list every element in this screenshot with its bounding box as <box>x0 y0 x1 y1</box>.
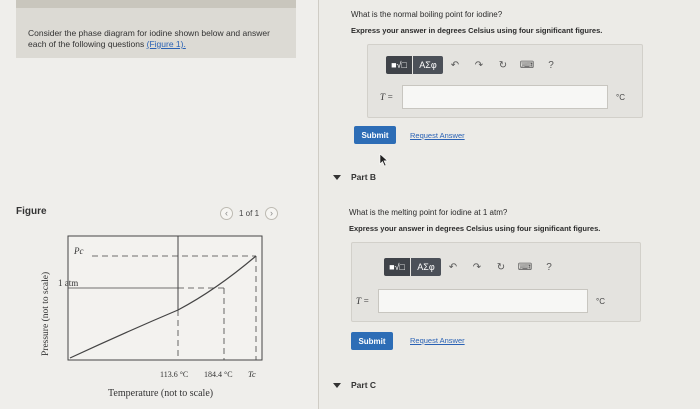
part-b-var-label: T = <box>356 296 370 306</box>
part-a-toolbar <box>386 55 563 75</box>
part-a-request-answer-link[interactable]: Request Answer <box>410 131 465 140</box>
part-b-submit-button[interactable]: Submit <box>351 332 393 350</box>
keyboard-icon[interactable]: ⌨ <box>519 59 535 71</box>
undo-icon[interactable]: ↶ <box>448 261 458 273</box>
phase-diagram <box>36 232 306 407</box>
part-b-question: What is the melting point for iodine at 1 atm? <box>349 208 508 217</box>
collapse-triangle-icon[interactable] <box>333 175 341 180</box>
part-a-answer-panel <box>367 44 643 118</box>
part-a-template-button[interactable]: ■√□ <box>386 56 412 74</box>
figure-link[interactable]: (Figure 1). <box>146 39 186 49</box>
part-b-template-button[interactable]: ■√□ <box>384 258 410 276</box>
reset-icon[interactable]: ↻ <box>498 59 508 71</box>
x-axis-label: Temperature (not to scale) <box>108 388 214 399</box>
plot-frame <box>68 236 262 360</box>
part-a-answer-row <box>380 85 625 109</box>
part-b-answer-row <box>356 289 605 313</box>
part-b-answer-panel <box>351 242 641 322</box>
problem-pane <box>0 0 318 409</box>
prev-figure-button[interactable]: ‹ <box>220 207 233 220</box>
keyboard-icon[interactable]: ⌨ <box>517 261 533 273</box>
part-c-label: Part C <box>351 380 377 390</box>
figure-title: Figure <box>16 206 47 217</box>
x-tick-boiling: 184.4 °C <box>204 370 233 379</box>
part-b-answer-input[interactable] <box>378 289 588 313</box>
help-icon[interactable]: ? <box>548 59 554 71</box>
part-b-instruction: Express your answer in degrees Celsius using four significant figures. <box>349 224 601 233</box>
part-a-submit-button[interactable]: Submit <box>354 126 396 144</box>
intro-body: Consider the phase diagram for iodine shown below and answer each of the following questions <box>28 28 270 49</box>
mouse-cursor-icon <box>379 153 389 167</box>
next-figure-button[interactable]: › <box>265 207 278 220</box>
part-a-answer-input[interactable] <box>402 85 608 109</box>
part-b-greek-button[interactable]: ΑΣφ <box>411 258 441 276</box>
part-a-unit: °C <box>616 92 625 102</box>
intro-text <box>28 28 288 50</box>
reset-icon[interactable]: ↻ <box>496 261 506 273</box>
figure-pager <box>220 206 278 220</box>
x-tick-tc: Tc <box>248 369 256 379</box>
part-b-unit: °C <box>596 296 605 306</box>
undo-icon[interactable]: ↶ <box>450 59 460 71</box>
part-b-header[interactable] <box>333 172 376 182</box>
pager-count: 1 of 1 <box>239 208 260 218</box>
collapse-triangle-icon[interactable] <box>333 383 341 388</box>
part-a-greek-button[interactable]: ΑΣφ <box>413 56 443 74</box>
part-b-toolbar <box>384 257 561 277</box>
part-a-var-label: T = <box>380 92 394 102</box>
x-tick-melting: 113.6 °C <box>160 370 189 379</box>
part-a-instruction: Express your answer in degrees Celsius using four significant figures. <box>351 26 603 35</box>
intro-header-strip <box>16 0 296 8</box>
redo-icon[interactable]: ↷ <box>472 261 482 273</box>
part-b-request-answer-link[interactable]: Request Answer <box>410 336 465 345</box>
part-c-header[interactable] <box>333 380 376 390</box>
y-axis-label: Pressure (not to scale) <box>41 271 51 356</box>
part-a-question: What is the normal boiling point for iodine? <box>351 10 503 19</box>
help-icon[interactable]: ? <box>546 261 552 273</box>
redo-icon[interactable]: ↷ <box>474 59 484 71</box>
answer-pane <box>319 0 700 409</box>
y-tick-pc: Pc <box>74 246 84 256</box>
y-tick-1atm: 1 atm <box>58 278 79 288</box>
part-b-label: Part B <box>351 172 377 182</box>
